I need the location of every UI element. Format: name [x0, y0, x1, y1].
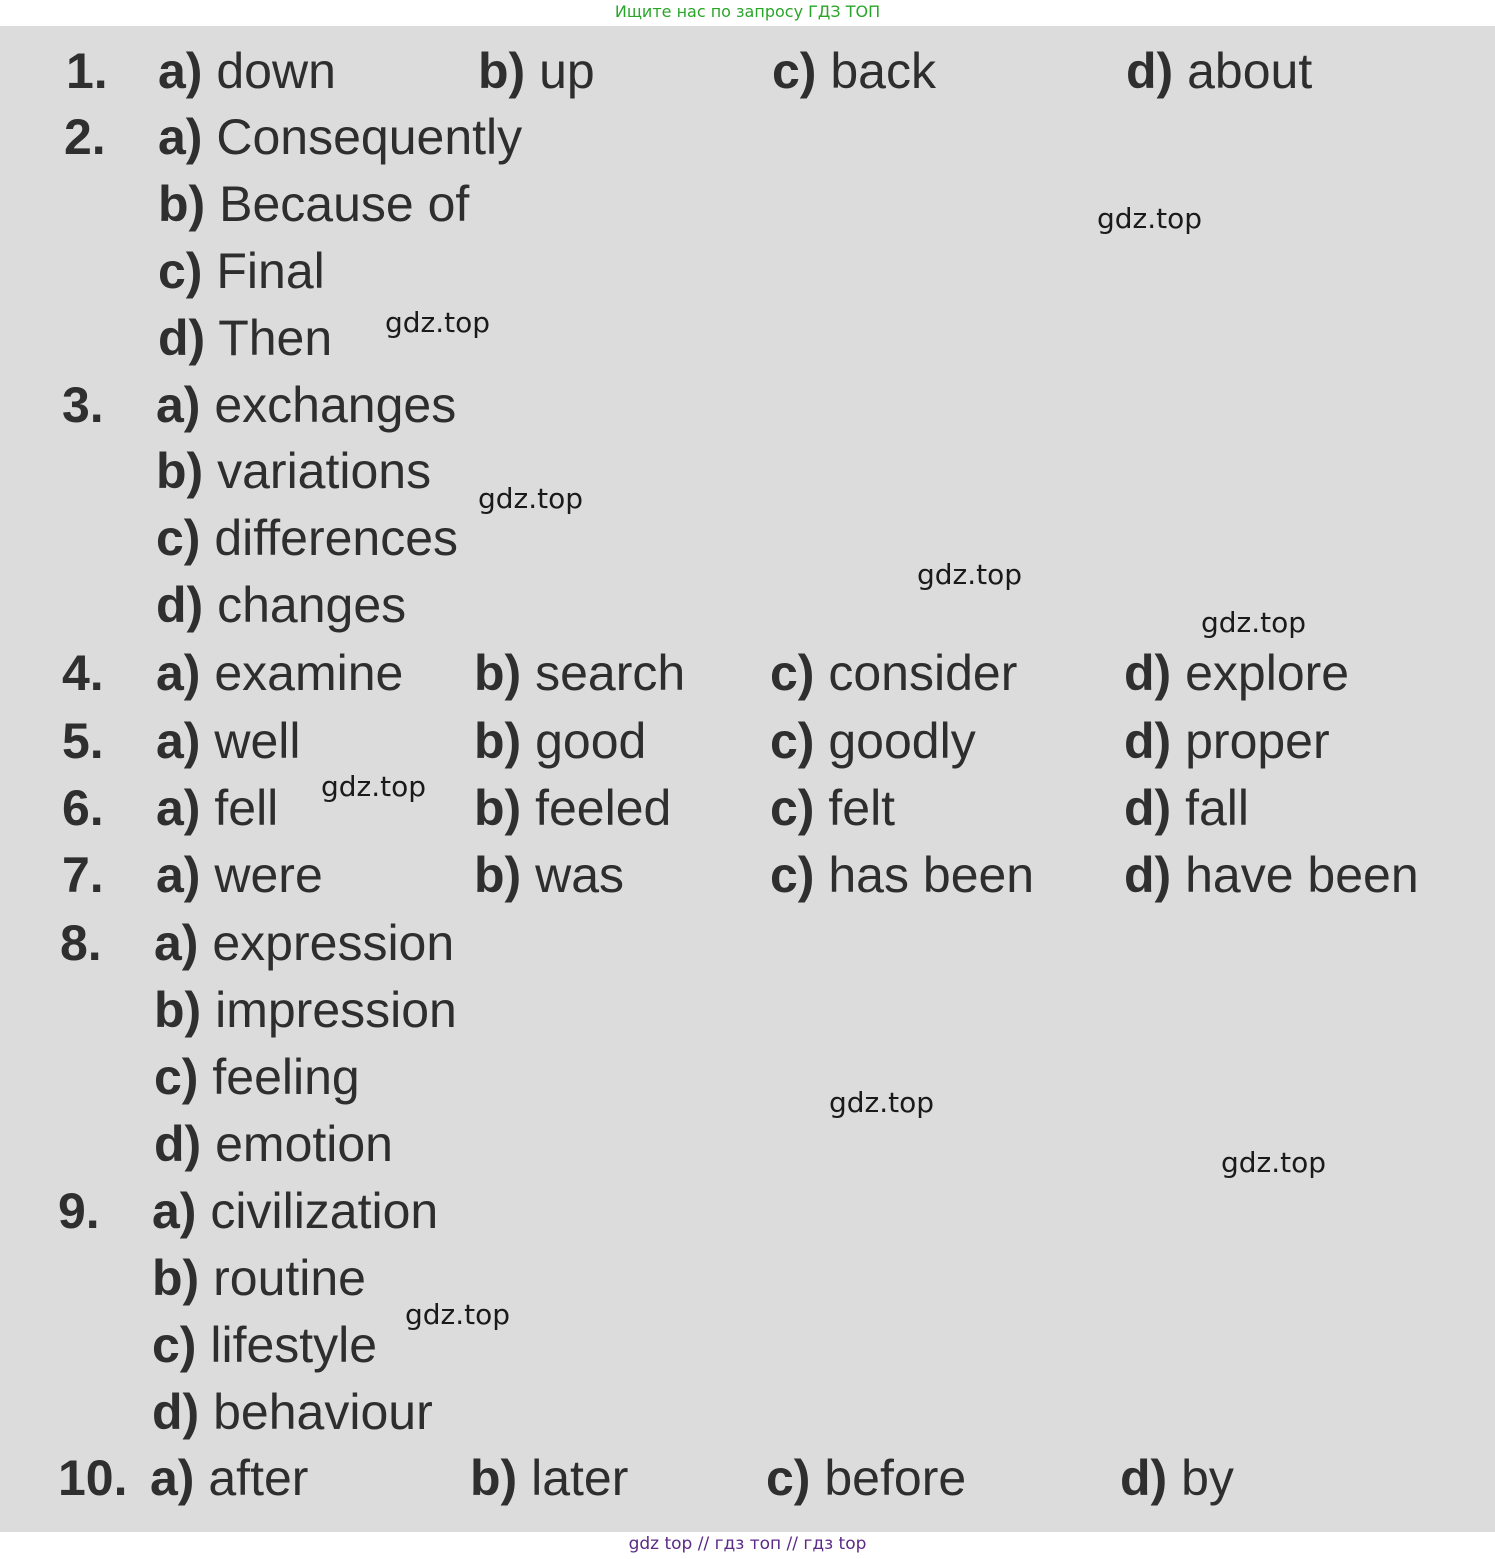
option-letter: b) — [474, 645, 522, 701]
option-letter: a) — [156, 847, 201, 903]
option-d — [154, 1115, 393, 1173]
option-letter: b) — [474, 847, 522, 903]
option-c — [766, 1449, 966, 1507]
option-text: behaviour — [213, 1384, 433, 1440]
option-letter: d) — [1124, 780, 1172, 836]
option-text: back — [830, 43, 936, 99]
option-letter: c) — [152, 1317, 197, 1373]
option-letter: c) — [156, 510, 201, 566]
option-c — [772, 42, 936, 100]
option-b — [470, 1449, 628, 1507]
option-text: fall — [1185, 780, 1250, 836]
question-2-d-row — [0, 309, 1495, 369]
option-text: lifestyle — [210, 1317, 378, 1373]
option-d — [1124, 644, 1349, 702]
option-text: later — [531, 1450, 629, 1506]
option-letter: a) — [154, 915, 199, 971]
option-letter: c) — [770, 713, 815, 769]
option-letter: c) — [772, 43, 817, 99]
question-3-c-row — [0, 509, 1495, 569]
option-text: by — [1181, 1450, 1234, 1506]
question-8-b-row — [0, 981, 1495, 1041]
option-letter: c) — [770, 847, 815, 903]
option-letter: a) — [156, 713, 201, 769]
option-a — [150, 1449, 308, 1507]
option-letter: b) — [478, 43, 526, 99]
option-text: impression — [215, 982, 457, 1038]
option-text: feeling — [212, 1049, 360, 1105]
option-letter: c) — [770, 780, 815, 836]
option-b — [156, 442, 431, 500]
watermark: gdz.top — [405, 1298, 511, 1331]
question-9-d-row — [0, 1383, 1495, 1443]
option-b — [152, 1249, 366, 1307]
option-letter: d) — [156, 577, 204, 633]
question-number: 4. — [62, 645, 104, 701]
option-text: explore — [1185, 645, 1350, 701]
option-c — [770, 644, 1017, 702]
question-6 — [0, 779, 1495, 839]
option-text: Final — [216, 243, 325, 299]
option-text: was — [535, 847, 625, 903]
option-text: exchanges — [214, 377, 457, 433]
question-2-b-row — [0, 175, 1495, 235]
watermark: gdz.top — [1201, 606, 1307, 639]
option-text: search — [535, 645, 686, 701]
question-number: 6. — [62, 780, 104, 836]
question-2 — [0, 108, 1495, 168]
option-letter: d) — [1120, 1450, 1168, 1506]
option-d — [1120, 1449, 1234, 1507]
watermark: gdz.top — [478, 482, 584, 515]
question-number: 5. — [62, 713, 104, 769]
option-b — [154, 981, 457, 1039]
option-text: about — [1187, 43, 1313, 99]
option-c — [158, 242, 325, 300]
option-d — [152, 1383, 433, 1441]
option-a — [156, 712, 301, 770]
option-d — [158, 309, 332, 367]
watermark: gdz.top — [385, 306, 491, 339]
option-b — [158, 175, 469, 233]
option-b — [474, 846, 624, 904]
bottom-banner[interactable]: gdz top // гдз топ // гдз top — [0, 1532, 1495, 1559]
option-text: expression — [212, 915, 455, 971]
question-7 — [0, 846, 1495, 906]
option-letter: a) — [156, 780, 201, 836]
option-letter: b) — [152, 1250, 200, 1306]
option-letter: a) — [156, 377, 201, 433]
option-a — [156, 376, 456, 434]
option-text: consider — [828, 645, 1018, 701]
option-a — [158, 108, 522, 166]
option-letter: b) — [470, 1450, 518, 1506]
option-d — [156, 576, 406, 634]
option-a — [154, 914, 454, 972]
option-letter: d) — [152, 1384, 200, 1440]
option-letter: a) — [152, 1183, 197, 1239]
question-5 — [0, 712, 1495, 772]
option-text: has been — [828, 847, 1035, 903]
question-9-c-row — [0, 1316, 1495, 1376]
option-text: Consequently — [216, 109, 523, 165]
option-a — [152, 1182, 438, 1240]
option-text: routine — [213, 1250, 366, 1306]
option-d — [1126, 42, 1312, 100]
option-letter: b) — [154, 982, 202, 1038]
watermark: gdz.top — [321, 770, 427, 803]
option-d — [1124, 779, 1249, 837]
question-3-b-row — [0, 442, 1495, 502]
option-letter: c) — [154, 1049, 199, 1105]
question-8 — [0, 914, 1495, 974]
option-text: Because of — [219, 176, 470, 232]
watermark: gdz.top — [1097, 202, 1203, 235]
option-b — [478, 42, 595, 100]
option-letter: d) — [158, 310, 206, 366]
option-letter: a) — [156, 645, 201, 701]
option-text: well — [214, 713, 301, 769]
question-number: 7. — [62, 847, 104, 903]
option-c — [770, 779, 895, 837]
question-number: 10. — [58, 1450, 128, 1506]
option-c — [154, 1048, 360, 1106]
option-letter: c) — [158, 243, 203, 299]
option-text: were — [214, 847, 323, 903]
option-text: proper — [1185, 713, 1330, 769]
option-a — [156, 644, 403, 702]
option-text: down — [216, 43, 336, 99]
option-b — [474, 644, 685, 702]
option-d — [1124, 846, 1419, 904]
option-text: have been — [1185, 847, 1419, 903]
question-number: 2. — [64, 109, 106, 165]
option-letter: c) — [766, 1450, 811, 1506]
top-banner[interactable]: Ищите нас по запросу ГДЗ ТОП — [0, 0, 1495, 26]
option-text: emotion — [215, 1116, 393, 1172]
watermark: gdz.top — [1221, 1146, 1327, 1179]
option-letter: a) — [150, 1450, 195, 1506]
option-d — [1124, 712, 1330, 770]
option-text: after — [208, 1450, 309, 1506]
option-letter: b) — [158, 176, 206, 232]
option-letter: a) — [158, 43, 203, 99]
scanned-page — [0, 26, 1495, 1532]
option-letter: a) — [158, 109, 203, 165]
question-3 — [0, 376, 1495, 436]
option-letter: b) — [474, 780, 522, 836]
question-10 — [0, 1449, 1495, 1509]
question-9 — [0, 1182, 1495, 1242]
option-c — [770, 712, 976, 770]
option-b — [474, 779, 671, 837]
option-text: up — [539, 43, 595, 99]
option-text: fell — [214, 780, 279, 836]
option-text: Then — [218, 310, 333, 366]
option-text: before — [824, 1450, 967, 1506]
option-text: goodly — [828, 713, 976, 769]
question-number: 8. — [60, 915, 102, 971]
question-2-c-row — [0, 242, 1495, 302]
question-8-c-row — [0, 1048, 1495, 1108]
question-number: 1. — [66, 43, 108, 99]
option-letter: d) — [154, 1116, 202, 1172]
option-text: civilization — [210, 1183, 439, 1239]
question-1 — [0, 42, 1495, 102]
option-c — [770, 846, 1034, 904]
option-c — [152, 1316, 377, 1374]
option-letter: b) — [474, 713, 522, 769]
option-a — [156, 779, 278, 837]
watermark: gdz.top — [829, 1086, 935, 1119]
option-a — [156, 846, 323, 904]
option-text: examine — [214, 645, 404, 701]
option-letter: d) — [1124, 713, 1172, 769]
option-text: felt — [828, 780, 896, 836]
option-text: variations — [217, 443, 432, 499]
watermark: gdz.top — [917, 558, 1023, 591]
option-text: differences — [214, 510, 459, 566]
question-number: 9. — [58, 1183, 100, 1239]
option-text: good — [535, 713, 647, 769]
option-c — [156, 509, 458, 567]
question-4 — [0, 644, 1495, 704]
option-letter: d) — [1124, 645, 1172, 701]
question-9-b-row — [0, 1249, 1495, 1309]
question-number: 3. — [62, 377, 104, 433]
option-letter: d) — [1124, 847, 1172, 903]
option-letter: d) — [1126, 43, 1174, 99]
option-text: changes — [217, 577, 407, 633]
option-text: feeled — [535, 780, 672, 836]
option-letter: c) — [770, 645, 815, 701]
option-letter: b) — [156, 443, 204, 499]
option-a — [158, 42, 336, 100]
option-b — [474, 712, 646, 770]
